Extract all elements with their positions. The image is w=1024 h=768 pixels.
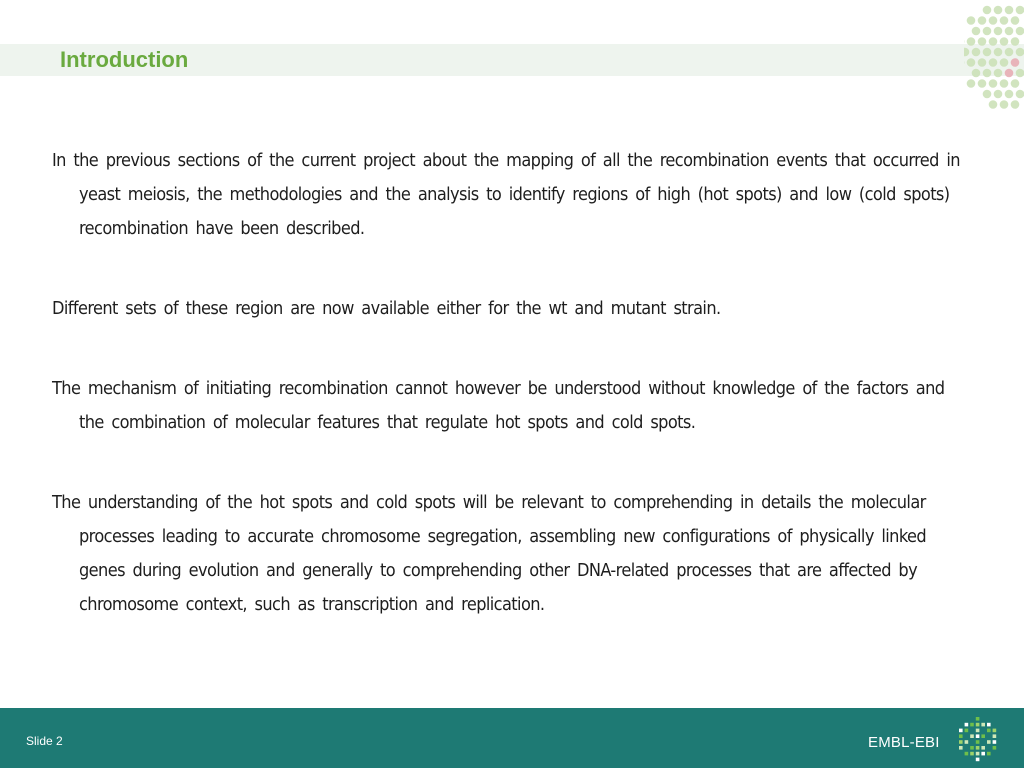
slide-body xyxy=(52,144,960,668)
dot-grid-decoration-icon xyxy=(964,0,1024,120)
slide-number: Slide 2 xyxy=(26,734,63,748)
paragraph: The mechanism of initiating recombination cannot however be understood without knowledge of the factors and the combination of molecular features that regulate hot spots and cold spots. xyxy=(52,378,945,433)
paragraph: The understanding of the hot spots and cold spots will be relevant to comprehending in details the molecular processes leading to accurate chromosome segregation, assembling new configurations of physically linked genes during evolution and generally to comprehending other DNA-related processes that are affected by chromosome context, such as transcription and replication. xyxy=(52,492,927,615)
paragraph: Different sets of these region are now available either for the wt and mutant strain. xyxy=(52,298,721,319)
embl-ebi-logo-icon xyxy=(955,714,1003,766)
footer-bar xyxy=(0,708,1024,768)
brand-name: EMBL-EBI xyxy=(868,734,940,751)
paragraph: In the previous sections of the current project about the mapping of all the recombination events that occurred in yeast meiosis, the methodologies and the analysis to identify regions of high (hot spots) and low (cold spots) recombination have been described. xyxy=(52,150,960,239)
slide-title: Introduction xyxy=(60,47,189,72)
